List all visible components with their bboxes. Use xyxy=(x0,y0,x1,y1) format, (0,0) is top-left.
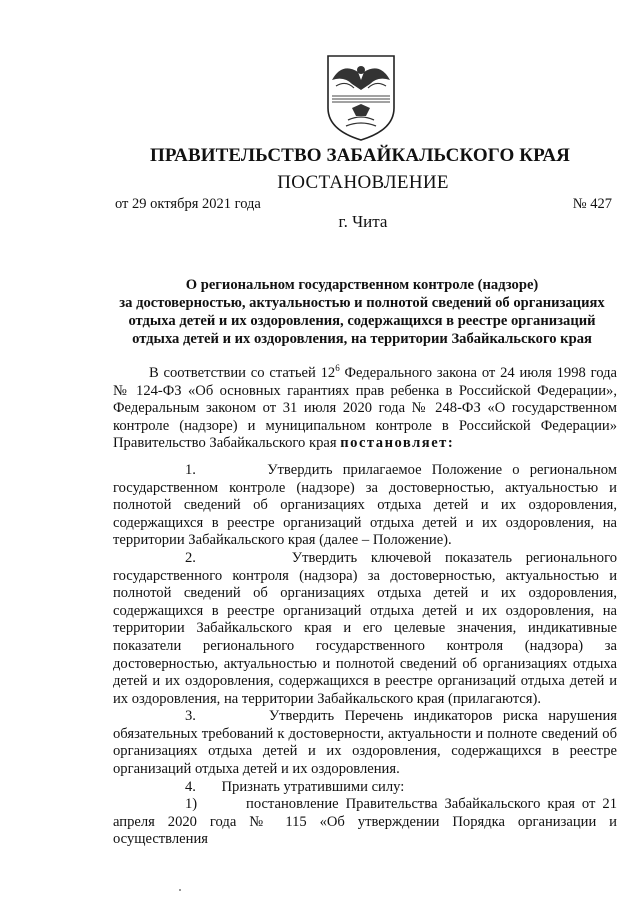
item-text: Признать утратившими силу: xyxy=(221,778,405,795)
preamble-text: В соответствии со статьей 12 xyxy=(149,365,336,381)
document-date: от 29 октября 2021 года xyxy=(115,196,261,212)
heading-line: отдыха детей и их оздоровления, содержащихся в реестре организаций xyxy=(128,313,596,329)
heading-line: за достоверностью, актуальностью и полнотой сведений об организациях xyxy=(119,295,605,311)
heading-line: О региональном государственном контроле (надзоре) xyxy=(185,277,539,293)
coat-of-arms-icon xyxy=(322,50,400,142)
preamble-text-cont: Федерального закона от 24 июля 1998 года № 124-ФЗ «Об основных гарантиях прав ребенка в Российской Федерации», Федеральным законом от 31 июля 2020 года № 248-ФЗ «О государственном контроле (надзоре) и муниципальном контроле в Российской Федерации» Правительство Забайкальского края xyxy=(113,365,617,452)
article-superscript: 6 xyxy=(335,363,340,374)
list-item xyxy=(113,796,617,849)
document-number: № 427 xyxy=(572,196,612,212)
list-item xyxy=(113,708,617,778)
item-text: Утвердить ключевой показатель регионального государственного контроля (надзора) за достоверностью, актуальностью и полнотой сведений об организациях отдыха детей и их оздоровления, содержащихся в реестре организаций отдыха детей и их оздоровления, на территории Забайкальского края и его целевые значения, индикативные показатели регионального государственного контроля (надзора) за достоверностью, актуальностью и полнотой сведений об организациях отдыха детей и их оздоровления, содержащихся в реестре организаций отдыха детей и их оздоровления, на территории Забайкальского края (прилагаются). xyxy=(113,549,617,707)
list-item xyxy=(113,462,617,550)
item-number: 2. xyxy=(185,549,196,566)
item-number: 4. xyxy=(185,778,196,795)
resolves-word: постановляет: xyxy=(340,435,455,452)
document-type: ПОСТАНОВЛЕНИЕ xyxy=(277,172,449,193)
list-item xyxy=(113,779,617,797)
item-number: 1. xyxy=(185,461,196,478)
item-number: 1) xyxy=(185,796,198,813)
item-number: 3. xyxy=(185,708,196,725)
government-name: ПРАВИТЕЛЬСТВО ЗАБАЙКАЛЬСКОГО КРАЯ xyxy=(149,145,570,166)
document-heading xyxy=(108,276,616,348)
list-item xyxy=(113,550,617,708)
item-text: Утвердить прилагаемое Положение о региональном государственном контроле (надзоре) за достоверностью, актуальностью и полнотой сведений об организациях отдыха детей и их оздоровления, содержащихся в реестре организаций отдыха детей и их оздоровления, на территории Забайкальского края (далее – Положение). xyxy=(113,461,617,549)
scan-speck xyxy=(179,889,181,891)
document-city: г. Чита xyxy=(338,212,388,231)
item-text: постановление Правительства Забайкальского края от 21 апреля 2020 года № 115 «Об утверждении Порядка организации и осуществления xyxy=(113,796,617,848)
document-body xyxy=(113,365,617,849)
heading-line: отдыха детей и их оздоровления, на территории Забайкальского края xyxy=(132,331,592,347)
item-text: Утвердить Перечень индикаторов риска нарушения обязательных требований к достоверности, актуальности и полноте сведений об организациях отдыха детей и их оздоровления, содержащихся в реестре организаций отдыха детей и их оздоровления. xyxy=(113,708,617,778)
preamble xyxy=(113,365,617,453)
